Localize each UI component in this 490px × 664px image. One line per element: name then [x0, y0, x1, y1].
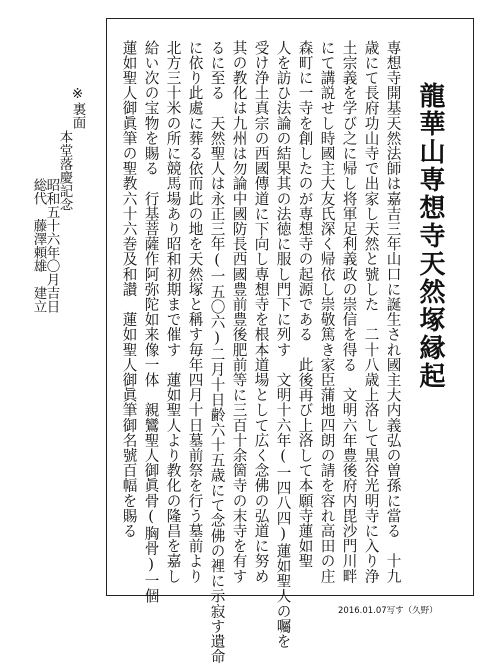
erection-date: 昭和五十六年〇月吉日 [43, 178, 60, 313]
body-line: 森町に一寺を創したのが専想寺の起源である 此後再び上洛して本願寺蓮如聖 [296, 40, 314, 569]
body-line: 受け浄土真宗の西國傳道に下向し専想寺を根本道場として広く念佛の弘道に努め [252, 40, 270, 584]
body-line: 人を訪ひ法論の結果其の法徳に服し門下に列す 文明十六年(一四八四)蓮如聖人の囑を [274, 40, 292, 649]
body-line: 北方三十米の所に競馬場あり昭和初期まで催す 蓮如聖人より教化の隆昌を嘉し [164, 40, 182, 584]
commemoration-text: 本堂落慶記念 [56, 130, 73, 211]
body-line: 歳にて長府功山寺で出家し天然と號した 二十八歳上洛して黒谷光明寺に入り浄 [362, 40, 380, 584]
body-line: 専想寺開基天然法師は嘉吉三年山口に誕生され國主大内義弘の曽孫に當る 十九 [384, 40, 402, 584]
body-line: 給い次の宝物を賜る 行基菩薩作阿弥陀如来像一体 親鸞聖人御眞骨(胸骨)一個 [142, 40, 160, 604]
transcription-note: 2016.01.07写す（久野） [338, 606, 438, 616]
body-line: 蓮如聖人御眞筆の聖教六十六巻及和讃 蓮如聖人御眞筆御名號百幅を賜る [120, 40, 138, 539]
title: 龍華山専想寺天然塚縁起 [415, 82, 445, 390]
reverse-side-note: ※裏面 [69, 86, 86, 129]
body-line: 其の教化は九州は勿論中國防長西國豊前豊後肥前等に三百十余箇寺の末寺を有す [230, 40, 248, 584]
body-line: にて講説せし時國主大友氏深く帰依し崇敬篤き家臣蒲地四朗の請を容れ高田の庄 [318, 40, 336, 584]
donor-name: 総代 藤澤頼雄 建立 [30, 178, 47, 313]
body-line: るに至る 天然聖人は永正三年(一五〇六)二月十日齢六十五歳にて念佛の裡に示寂す遺命 [208, 40, 226, 664]
body-line: 土宗義を学び之に帰し将軍足利義政の崇信を得る 文明六年豊後府内毘沙門川畔 [340, 40, 358, 584]
body-line: に依り此處に葬る依而此の地を天然塚と稱す毎年四月十日墓前祭を行う墓前より [186, 40, 204, 584]
